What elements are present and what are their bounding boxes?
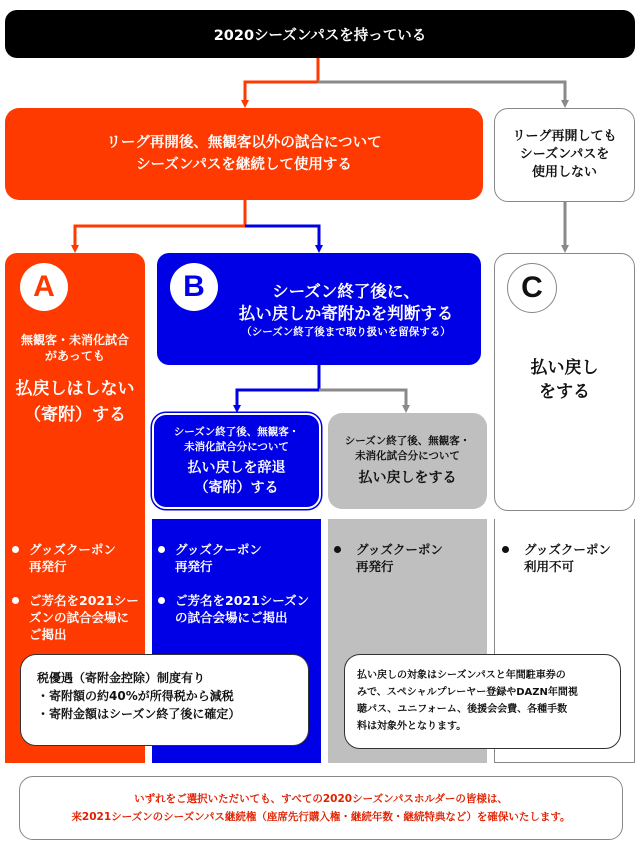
- option-b-main2: 払い戻しか寄附かを判断する: [238, 303, 454, 323]
- col-b-bullet-1-l1: グッズクーポン: [175, 542, 262, 557]
- col-b2-bullet-1: [334, 541, 484, 575]
- arrow-red-to-a: [75, 200, 245, 249]
- decline-refund-sub1: シーズン終了後、無観客・: [173, 425, 300, 438]
- option-a-circle: [20, 263, 68, 311]
- continue-use-box: [5, 108, 483, 200]
- option-b-main1: シーズン終了後に、: [272, 281, 420, 301]
- refund-scope-line3: 聴パス、ユニフォーム、後援会会費、各種手数: [357, 704, 568, 715]
- col-a-bullet-2-l3: ご掲出: [29, 627, 67, 642]
- col-c-bullet-1: [502, 541, 632, 575]
- not-use-line2: シーズンパスを: [519, 147, 610, 162]
- tax-benefit-title: 税優遇（寄附金控除）制度有り: [37, 671, 206, 685]
- arrow-b-to-left: [237, 365, 319, 409]
- refund-scope-box: [344, 654, 621, 749]
- option-b-circle: [170, 263, 218, 311]
- refund-sub2: 未消化試合分について: [355, 450, 460, 462]
- arrow-header-to-red: [245, 58, 318, 104]
- col-b-bullet-2-l2: の試合会場にご掲出: [175, 610, 288, 625]
- footer-line1: いずれをご選択いただいても、すべての2020シーズンパスホルダーの皆様は、: [134, 793, 508, 805]
- option-c-letter: C: [521, 271, 543, 304]
- col-b-bullet-1: [158, 541, 318, 575]
- bullet-dot-icon: [334, 546, 341, 553]
- col-b-bullet-2: [158, 592, 320, 626]
- option-a-text: [5, 330, 145, 430]
- option-b-text: [215, 278, 477, 342]
- not-use-line3: 使用しない: [531, 165, 597, 180]
- col-a-bullet-2-l1: ご芳名を2021シー: [29, 593, 139, 608]
- option-b-letter: B: [183, 270, 205, 303]
- col-a-bullet-1-l1: グッズクーポン: [29, 542, 116, 557]
- decline-refund-main2: （寄附）する: [194, 479, 279, 496]
- col-b2-bullet-1-l2: 再発行: [356, 559, 394, 574]
- arrow-header-to-gray: [318, 82, 565, 104]
- bullet-dot-icon: [158, 546, 165, 553]
- tax-benefit-box: [20, 654, 309, 746]
- refund-scope-line1: 払い戻しの対象はシーズンパスと年間駐車券の: [357, 670, 566, 681]
- continue-use-line2: シーズンパスを継続して使用する: [136, 157, 352, 173]
- option-a-sub1: 無観客・未消化試合: [20, 333, 129, 347]
- bullet-dot-icon: [12, 597, 19, 604]
- arrow-b-to-right: [319, 390, 406, 409]
- tax-benefit-line2: ・寄附額の約40%が所得税から減税: [37, 689, 234, 703]
- tax-benefit-line3: ・寄附金額はシーズン終了後に確定）: [37, 707, 241, 721]
- col-b2-bullet-1-l1: グッズクーポン: [356, 542, 443, 557]
- footer-note: [19, 776, 623, 840]
- col-c-bullet-1-l1: グッズクーポン: [524, 542, 611, 557]
- option-a-main1: 払戻しはしない: [15, 379, 135, 399]
- refund-box: [328, 413, 487, 509]
- not-use-line1: リーグ再開しても: [512, 129, 617, 144]
- col-a-bullet-2: [12, 592, 144, 643]
- header-title: 2020シーズンパスを持っている: [213, 27, 427, 44]
- refund-sub1: シーズン終了後、無観客・: [344, 435, 471, 447]
- bullet-dot-icon: [502, 546, 509, 553]
- option-c-text: [494, 350, 635, 410]
- col-c-bullet-1-l2: 利用不可: [524, 559, 575, 574]
- option-c-main2: をする: [539, 382, 590, 402]
- option-a-sub2: があっても: [45, 349, 105, 363]
- bullet-dot-icon: [158, 597, 165, 604]
- col-a-bullet-2-l2: ズンの試合会場に: [29, 610, 130, 625]
- col-b-bullet-2-l1: ご芳名を2021シーズン: [175, 593, 310, 608]
- option-c-circle: [507, 263, 557, 313]
- option-b-note: （シーズン終了後まで取り扱いを留保する）: [241, 325, 451, 338]
- col-a-bullet-1-l2: 再発行: [29, 559, 67, 574]
- option-a-letter: A: [33, 270, 55, 303]
- not-use-box: [494, 108, 635, 202]
- refund-scope-line2: みで、スペシャルプレーヤー登録やDAZN年間視: [357, 687, 578, 698]
- bullet-dot-icon: [12, 546, 19, 553]
- header-bar: [5, 10, 635, 58]
- refund-scope-line4: 料は対象外となります。: [357, 721, 467, 732]
- arrow-red-to-b: [245, 226, 319, 249]
- decline-refund-main1: 払い戻しを辞退: [187, 459, 286, 476]
- continue-use-line1: リーグ再開後、無観客以外の試合について: [106, 135, 382, 151]
- col-a-bullet-1: [12, 541, 142, 575]
- refund-main1: 払い戻しをする: [358, 470, 457, 486]
- decline-refund-sub2: 未消化試合分について: [184, 440, 289, 453]
- col-b-bullet-1-l2: 再発行: [175, 559, 213, 574]
- footer-line2: 来2021シーズンのシーズンパス継続権（座席先行購入権・継続年数・継続特典など）を確保いたします。: [71, 811, 571, 823]
- option-a-main2: （寄附）する: [24, 405, 126, 425]
- option-c-main1: 払い戻し: [530, 358, 599, 378]
- decline-refund-box: [152, 413, 321, 509]
